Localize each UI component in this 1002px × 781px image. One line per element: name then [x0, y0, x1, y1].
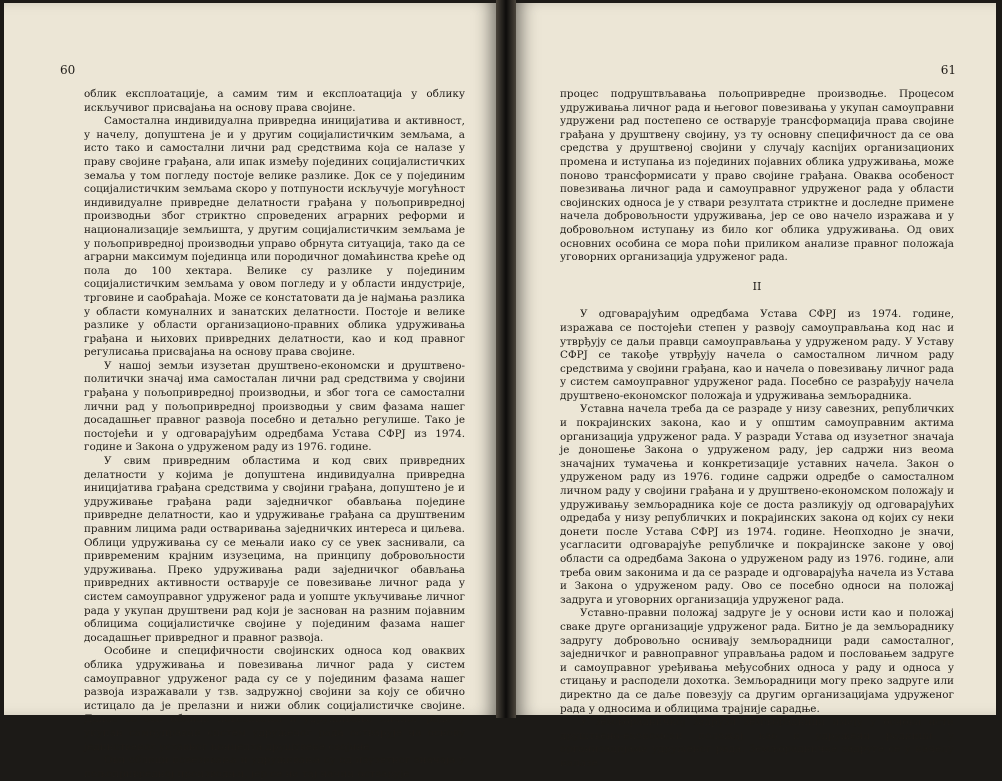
page-number-right: 61 — [940, 63, 956, 77]
left-page-text — [84, 88, 465, 781]
left-page — [4, 3, 496, 780]
paragraph: У свим привредним областима и код свих привредних делатности у којима је допуштена индивидуална привредна иницијатива грађана средствима у својини грађана, допуштено је и удруживање грађана ради заједничког обављања појединe привредне делатности, као и удруживање грађана са друштвеним правним лицима ради остваривања заједничких интереса и циљева. Облици удруживања су се мењали иако су се увек заснивали, са привременим крајним изузецима, на принципу добровољности удруживања. Преко удруживања ради заједничког обављања привредних активности остварује се повезивање личног рада у систем самоуправног удруженог рада и уопште укључивање личног рада у укупан друштвени рад који је заснован на разним појавним облицима социјалистичке својине у појединим фазама нашег досадашњег привредног и правног развоја. — [84, 455, 465, 644]
paragraph: У нашој земљи изузетан друштвено-економски и друштвено-политички значај има самосталан лични рад средствима у својини грађана у пољопривредној производњи, и због тога се самостални лични рад у пољопривредној производњи у свим фазама нашег досадашњег правног развоја посебно и детаљно регулише. Тако је постојећи и у одговарајућим одредбама Устава СФРЈ из 1974. године и Закона о удруженом раду из 1976. године. — [84, 359, 465, 454]
paragraph: Самостална индивидуална привредна иницијатива и активност, у начелу, допуштена је и у другим социјалистичким земљама, а исто тако и самостални лични рад средствима која се налазе у праву својине грађана, али ипак између појединих социјалистичких земаља у том погледу постоје велике разлике. Док се у појединим социјалистичким земљама скоро у потпуности искључује могућност индивидуалне привредне делатности грађана у пољопривредној производњи због стриктно спроведених аграрних реформи и национализације земљишта, у другим социјалистичким земљама је у пољопривредној производњи управо обрнута ситуација, тако да се аграрни максимум појединца или породичног домаћинства креће од пола до 100 хектара. Велике су разлике у појединим социјалистичким земљама у овом погледу и у области индустрије, трговине и саобраћаја. Може се констатовати да је најмања разлика у области комуналних и занатских делатности. Постоје и велике разлике у области организационо-правних облика удруживања грађана и њихових привредних делатности, као и код правног регулисања присвајања на основу права својине. — [84, 115, 465, 359]
paragraph: Ови облици повезивања и удруживања су од изузетног значаја у пољопривредној производњи, јер се на тај начин остварује — [84, 754, 465, 780]
paragraph: Уставно-правни положај задруге је у основи исти као и положај сваке друге организације удруженог рада. Битно је да земљораднику задругу добровољно оснивају земљорадници ради самосталног, заједничког и равноправног управљања радом и пословањем задруге и самоуправног уређивања међусобних односа у раду и односа у стицању и расподели дохотка. Земљорадници могу преко задруге или директно да се даље повезују са другим организацијама удруженог рада у односима и облицима трајније сарадње. — [560, 607, 954, 715]
book-gutter — [496, 0, 516, 718]
page-number-left: 60 — [60, 63, 76, 77]
right-page-text — [560, 88, 954, 771]
section-heading: II — [752, 279, 762, 293]
right-page — [516, 3, 996, 769]
paragraph: Уставна начела треба да се разраде у низу савезних, републичких и покрајинских закона, као и у општим самоуправним актима организација удруженог рада. У разради Устава од изузетног значаја је доношење Закона о удруженом раду, јер садржи низ веома значајних тумачења и конкретизације уставних начела. Закон о удруженом раду из 1976. године садржи одредбе о самосталном личном раду у својини грађана и у друштвено-економском положају и удруживању земљорадника које се доста разликују од одговарајућих одредаба у низу републичких и покрајинских закона од којих су неки донети после Устава СФРЈ из 1974. године. Неопходно је значи, усагласити одговарајуће републичке и покрајинске законе у овој области са одредбама Закона о удруженом раду из 1976. године, али треба овим законима и да се разраде и одговарајућа начела из Устава и Закона о удруженом раду. Ово се посебно односи на положај задруга и уговорних организација удруженог рада. — [560, 403, 954, 606]
paragraph: процес подруштвљавања пољопривредне производње. Процесом удруживања личног рада и његовог повезивања у укупан самоуправни удружени рад постепено се остварује трансформација права својине грађана у друштвену својину, уз ту основну специфичност да се ова средства у друштвеној својини у случају касnijих организационих промена и иступања из појединих појавних облика удруживања, може поново трансформисати у право својине грађана. Оваква особеност повезивања личног рада и самоуправног удруженог рада у области својинских односа је у ствари резултата стриктне и доследне примене начела добровољности удруживања, јер се ово начело изражава и у добровољном иступању из било ког облика удруживања. Од ових основних особина се мора поћи приликом анализе правног положаја уговорних организација удруженог рада. — [560, 88, 954, 264]
paragraph: Особине и специфичности својинских односа код оваквих облика удруживања и повезивања личног рада у систем самоуправног удруженог рада су се у појединим фазама нашег развоја изражавали у тзв. задружној својини за коју се обично истицало да је прелазни и нижи облик социјалистичке својине. Данас се ови облици повезивања и удруживања личног рада у укупан самоуправни систем удруженог рада остварује на основу јединственог уставног концепта друштвене својине. — [84, 645, 465, 753]
paragraph: У одговарајућим одредбама Устава СФРЈ из 1974. године, изражава се постојећи степен у развоју самоуправљања код нас и утврђују се даљи правци самоуправљања у удруженом раду. У Уставу СФРЈ се такође утврђују начела о самосталном личном раду средствима у својини грађана, као и начела о повезивању личног рада у систем самоуправног удруженог рада. Посебно се разрађују начела друштвено-економског положаја и удруживања земљорадника. — [560, 308, 954, 402]
paragraph: У земљорадничкој задрузи земљорадници имају у основи исти друштвено-економски положај као и удружени радници у организацијама удруженог рада. Земљорадничке задруге се у начелу налазе — [560, 716, 954, 769]
paragraph: облик експлоатације, а самим тим и експлоатација у облику искључивог присвајања на основу права својине. — [84, 88, 465, 114]
